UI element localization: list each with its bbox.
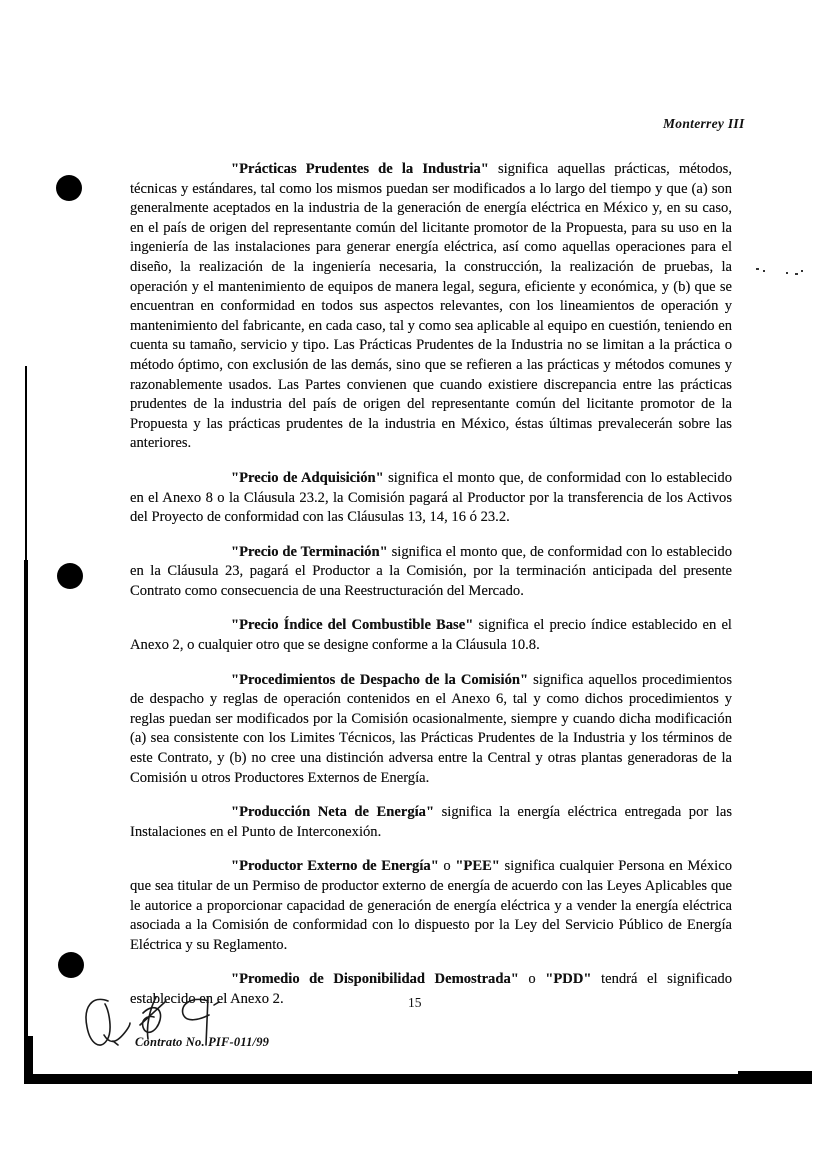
definition-text: significa la energía eléctrica entregada por las Instalaciones en el Punto de Interconexión. <box>130 804 732 840</box>
scan-artifact-left-line-thin <box>25 366 27 588</box>
defined-term: "Precio de Adquisición" <box>231 469 384 486</box>
page-number: 15 <box>408 995 422 1010</box>
scan-speck <box>756 268 759 270</box>
definition-paragraph-precio-terminacion <box>130 543 732 602</box>
defined-term: "Productor Externo de Energía" <box>231 858 439 875</box>
hole-punch-mark-1 <box>56 175 82 201</box>
scan-artifact-bottom-bar <box>25 1074 812 1084</box>
contract-number-note: Contrato No. PIF-011/99 <box>135 1035 270 1049</box>
scan-speck <box>786 272 788 274</box>
conjunction-text: o <box>438 858 456 875</box>
definition-paragraph-productor-externo <box>130 857 732 955</box>
signature-initials-icon <box>80 993 250 1061</box>
document-body <box>130 160 732 1025</box>
signature-initials-group <box>80 993 250 1061</box>
defined-term: "Promedio de Disponibilidad Demostrada" <box>231 971 519 988</box>
defined-term: "Prácticas Prudentes de la Industria" <box>231 161 489 177</box>
defined-term: "Precio de Terminación" <box>231 543 388 560</box>
definition-text: significa el precio índice establecido en el Anexo 2, o cualquier otro que se designe conforme a la Cláusula 10.8. <box>130 617 732 654</box>
defined-term: "Producción Neta de Energía" <box>231 804 435 821</box>
definition-paragraph-produccion-neta <box>130 803 732 842</box>
defined-term-abbrev: "PEE" <box>455 858 500 875</box>
definition-text: significa el monto que, de conformidad con lo establecido en el Anexo 8 o la Cláusula 23.2, la Comisión pagará al Productor por la transferencia de los Activos del Proyecto de conformidad con las Cláusulas 13, 14, 16 ó 23.2. <box>130 469 732 526</box>
page-header-title: Monterrey III <box>663 116 745 131</box>
scan-speck <box>763 270 765 272</box>
definition-text: significa aquellas prácticas, métodos, técnicas y estándares, tal como los mismos puedan ser modificados a lo largo del tiempo y que (a) son generalmente aceptados en la industria de la generación de energía eléctrica en México y, en su caso, en el país de origen del representante común del licitante promotor de la Propuesta, para su uso en la ingeniería de las instalaciones para generar energía eléctrica, así como aquellas operaciones para el diseño, la realización de la ingeniería necesaria, la construcción, la realización de pruebas, la operación y el mantenimiento de equipos de manera legal, segura, eficiente y económica, y (b) que se encuentran en conformidad en todos sus aspectos relevantes, con los lineamientos de operación y mantenimiento del fabricante, en cada caso, tal y como sea aplicable al equipo en cuestión, teniendo en cuenta su tamaño, servicio y tipo. Las Prácticas Prudentes de la Industria no se limitan a la práctica o método óptimo, con exclusión de las demás, sino que se refieren a las prácticas y métodos comunes y razonablemente usados. Las Partes convienen que cuando existiere discrepancia entre las prácticas prudentes de la industria del país de origen del representante común del licitante promotor de la Propuesta y las prácticas prudentes de la industria en México, éstas últimas prevalecerán sobre las anteriores. <box>130 161 732 452</box>
definition-text: tendrá el significado establecido en el Anexo 2. <box>130 971 732 1007</box>
scan-speck <box>795 273 798 275</box>
hole-punch-mark-2 <box>57 563 83 589</box>
conjunction-text: o <box>518 971 546 988</box>
definition-paragraph-precio-indice-combustible <box>130 616 732 655</box>
definition-paragraph-practicas-prudentes <box>130 160 732 454</box>
scan-artifact-bottom-bar-right <box>738 1071 812 1084</box>
scan-speck <box>801 270 803 272</box>
definition-text: significa aquellos procedimientos de despacho y reglas de operación contenidos en el Anexo 6, tal y como dichos procedimientos y reglas puedan ser modificados por la Comisión ocasionalmente, siempre y cuando dicha modificación (a) sea consistente con los Limites Técnicos, las Prácticas Prudentes de la Industria y los términos de este Contrato, y (b) no cree una distinción adversa entre la Central y otras plantas generadoras de la Comisión u otros Productores Externos de Energía. <box>130 671 732 786</box>
definition-text: significa el monto que, de conformidad con lo establecido en la Cláusula 23, pagará el Productor a la Comisión, por la terminación anticipada del presente Contrato como consecuencia de una Reestructuración del Mercado. <box>130 543 732 599</box>
defined-term-abbrev: "PDD" <box>545 971 592 988</box>
hole-punch-mark-3 <box>58 952 84 978</box>
definition-paragraph-procedimientos-despacho <box>130 671 732 789</box>
definition-paragraph-precio-adquisicion <box>130 469 732 528</box>
defined-term: "Procedimientos de Despacho de la Comisión" <box>231 671 529 688</box>
scan-artifact-left-line-thick <box>24 560 28 1084</box>
definition-text: significa cualquier Persona en México que sea titular de un Permiso de productor externo de energía de acuerdo con las Leyes Aplicables que le autorice a proporcionar capacidad de generación de energía eléctrica y a vender la energía eléctrica asociada a la Comisión de conformidad con lo dispuesto por la Ley del Servicio Público de Energía Eléctrica y su Reglamento. <box>130 858 732 953</box>
defined-term: "Precio Índice del Combustible Base" <box>231 617 474 634</box>
